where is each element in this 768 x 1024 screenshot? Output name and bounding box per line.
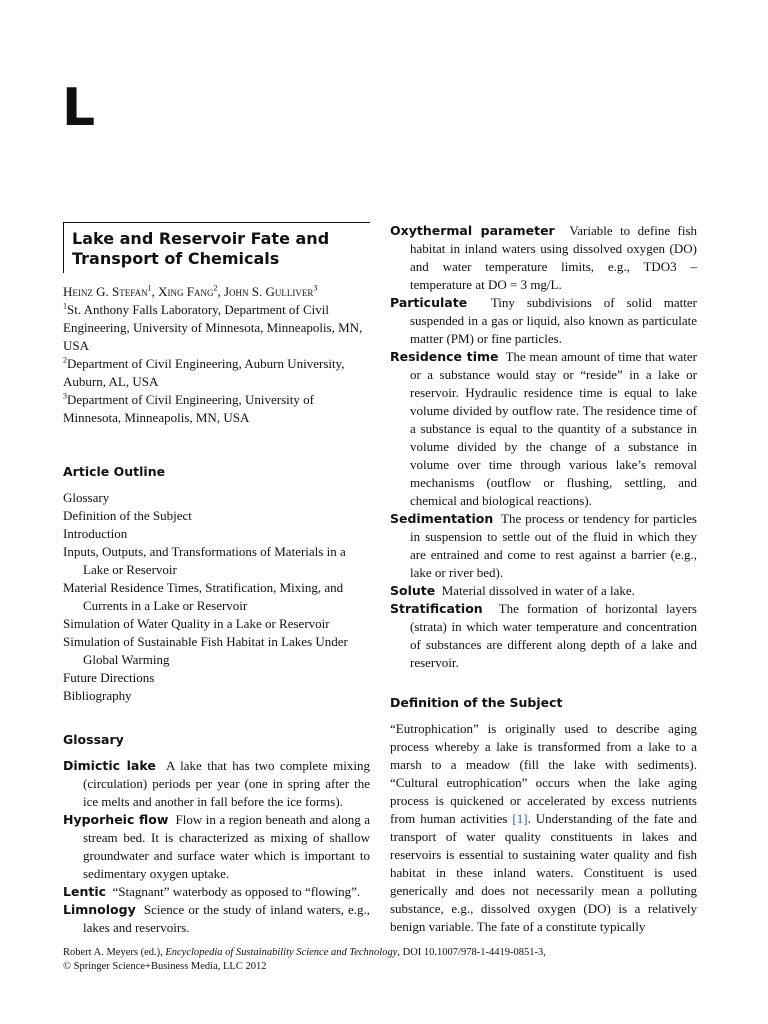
glossary-definition: “Stagnant” waterbody as opposed to “flowing”. [112, 884, 361, 899]
glossary-definition: Science or the study of inland waters, e.g., lakes and reservoirs. [83, 902, 371, 935]
footer-doi: , DOI 10.1007/978-1-4419-0851-3, [397, 947, 546, 958]
glossary-entry [390, 294, 697, 348]
author-list: Heinz G. Stefan$^1$, Xing Fang$^2$, John S. Gulliver$^3$ [63, 283, 318, 299]
author-affil-sup: 3 [313, 283, 318, 293]
affiliation [63, 301, 370, 355]
affiliation [63, 391, 370, 427]
glossary-term: Sedimentation [390, 511, 494, 526]
glossary-definition: Variable to define fish habitat in inland waters using dissolved oxygen (DO) and water temperature limits, e.g., TDO3 – temperature at DO = 3 mg/L. [410, 223, 698, 292]
outline-item[interactable]: Introduction [63, 526, 128, 541]
affiliation-sup: 3 [63, 391, 67, 401]
definition-paragraph [390, 720, 697, 936]
outline-item[interactable]: Simulation of Sustainable Fish Habitat in Lakes Under Global Warming [63, 634, 348, 667]
glossary-definition: Material dissolved in water of a lake. [441, 583, 635, 598]
glossary-term: Stratification [390, 601, 483, 616]
page-footer [63, 946, 703, 974]
glossary-heading: Glossary [63, 732, 124, 747]
footer-book-title: Encyclopedia of Sustainability Science and Technology [165, 947, 398, 958]
affiliation-text: Department of Civil Engineering, University of Minnesota, Minneapolis, MN, USA [63, 392, 314, 425]
outline-item[interactable]: Definition of the Subject [63, 508, 192, 523]
affiliation-sup: 2 [63, 355, 67, 365]
glossary-entry [390, 348, 697, 510]
glossary-definition: A lake that has two complete mixing (circulation) periods per year (one in spring after the ice melts and another in fall before the ice forms). [83, 758, 370, 809]
glossary-term: Limnology [63, 902, 136, 917]
definition-text: . Understanding of the fate and transport of water quality constituents in lakes and reservoirs is essential to sustaining water quality and fish habitat in these inland waters. Constituent is used generically and does not necessarily mean a polluting substance, e.g., dissolved oxygen (DO) is a relatively benign variable. The fate of a constitute typically [390, 811, 697, 934]
author-affil-sup: 2 [213, 283, 218, 293]
glossary-entry [390, 222, 697, 294]
definition-heading: Definition of the Subject [390, 695, 563, 710]
affiliation-text: Department of Civil Engineering, Auburn University, Auburn, AL, USA [63, 356, 345, 389]
glossary-definition: The mean amount of time that water or a substance would stay or “reside” in a lake or reservoir. Hydraulic residence time is equal to lake volume divided by outflow rate. The residence time of a substance is equal to the quantity of a substance in volume divided by the change of a substance in volume over time through various lake’s removal mechanisms (outflow or flushing, settling, and chemical and biological reactions). [410, 349, 698, 508]
outline-item[interactable]: Future Directions [63, 670, 155, 685]
glossary-entry [63, 757, 370, 811]
footer-editor: Robert A. Meyers (ed.), [63, 947, 166, 958]
glossary-entry [63, 901, 370, 937]
glossary-term: Dimictic lake [63, 758, 156, 773]
title-line-1: Lake and Reservoir Fate and [72, 229, 330, 248]
glossary-entry [63, 883, 370, 901]
affiliation-sup: 1 [63, 301, 67, 311]
affiliation-text: St. Anthony Falls Laboratory, Department of Civil Engineering, University of Minnesota, Minneapolis, MN, USA [63, 302, 363, 353]
glossary-term: Hyporheic flow [63, 812, 169, 827]
outline-item[interactable]: Bibliography [63, 688, 132, 703]
outline-item[interactable]: Glossary [63, 490, 110, 505]
glossary-entry [63, 811, 370, 883]
affiliation [63, 355, 370, 391]
outline-heading: Article Outline [63, 464, 166, 479]
left-column [63, 222, 370, 937]
glossary-definition: The formation of horizontal layers (strata) in which water temperature and concentration of substances are different along depth of a lake and reservoir. [410, 601, 697, 670]
glossary-definition: Tiny subdivisions of solid matter suspended in a gas or liquid, also known as particulate matter (PM) or fine particles. [410, 295, 697, 346]
glossary-term: Oxythermal parameter [390, 223, 555, 238]
author-name: John S. Gulliver [223, 284, 314, 299]
section-letter: L [62, 78, 96, 138]
glossary-term: Lentic [63, 884, 107, 899]
glossary-term: Solute [390, 583, 436, 598]
glossary-entry [390, 510, 697, 582]
author-name: Heinz G. Stefan [63, 284, 148, 299]
glossary-term: Particulate [390, 295, 468, 310]
outline-item[interactable]: Inputs, Outputs, and Transformations of Materials in a Lake or Reservoir [63, 544, 346, 577]
glossary-term: Residence time [390, 349, 499, 364]
title-line-2: Transport of Chemicals [72, 249, 280, 268]
glossary-entry [390, 582, 697, 600]
footer-copyright: © Springer Science+Business Media, LLC 2012 [63, 961, 267, 972]
right-column [390, 222, 697, 936]
article-outline [63, 489, 370, 705]
definition-text: “Eutrophication” is originally used to describe aging process whereby a lake is transformed from a lake to a marsh to a meadow (fill the lake with sediments). “Cultural eutrophication” occurs when the lake aging process is quickened or accelerated by excess nutrients from human activities [390, 721, 697, 826]
glossary-definition: The process or tendency for particles in suspension to settle out of the fluid in which they are entrained and come to rest against a barrier (e.g., lake or river bed). [410, 511, 697, 580]
footer-citation [63, 946, 703, 960]
outline-item[interactable]: Material Residence Times, Stratification, Mixing, and Currents in a Lake or Reservoir [63, 580, 344, 613]
article-title [63, 222, 370, 273]
author-name: Xing Fang [158, 284, 214, 299]
glossary-definition: Flow in a region beneath and along a stream bed. It is characterized as mixing of shallow groundwater and surface water which is important to sedimentary oxygen uptake. [83, 812, 371, 881]
glossary-entry [390, 600, 697, 672]
outline-item[interactable]: Simulation of Water Quality in a Lake or Reservoir [63, 616, 330, 631]
reference-link[interactable]: [1] [512, 811, 528, 826]
author-affil-sup: 1 [147, 283, 152, 293]
